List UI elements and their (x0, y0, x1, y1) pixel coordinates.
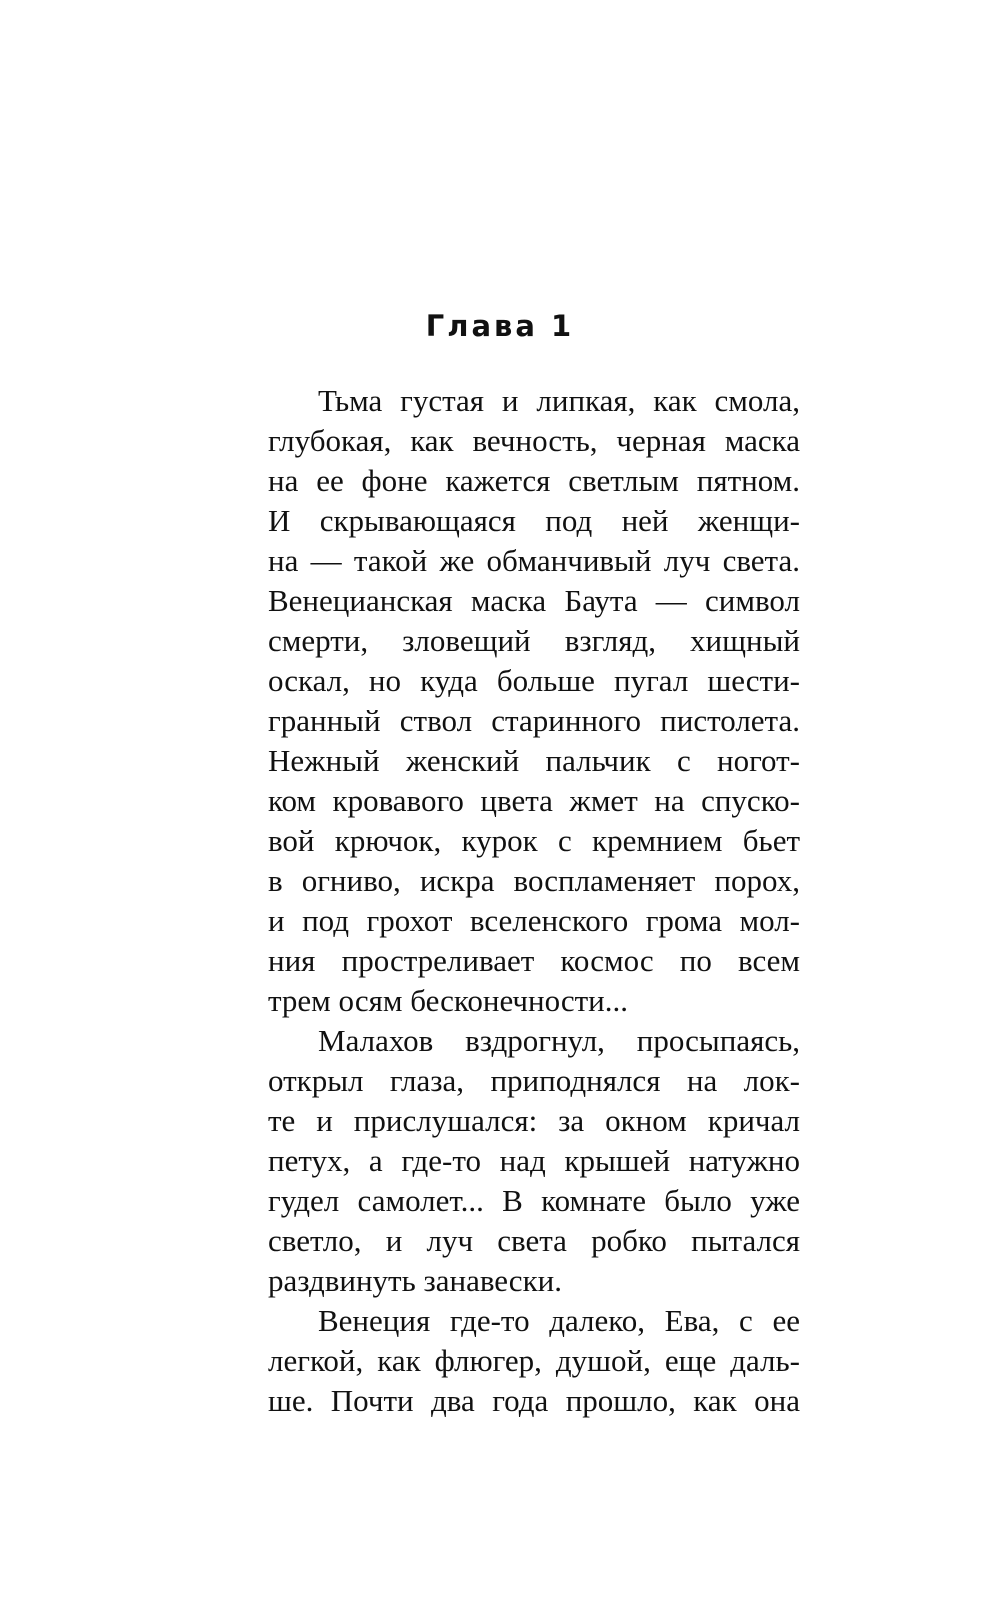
text-line: глубокая, как вечность, черная маска (268, 423, 800, 458)
paragraph-2 (268, 1021, 800, 1301)
text-line: ния простреливает космос по всем (268, 943, 800, 978)
text-line: И скрывающаяся под ней женщи- (268, 503, 800, 538)
text-line: на ее фоне кажется светлым пятном. (268, 463, 800, 498)
text-line: ком кровавого цвета жмет на спуско- (268, 783, 800, 818)
text-line: те и прислушался: за окном кричал (268, 1103, 800, 1138)
text-line: на — такой же обманчивый луч света. (268, 543, 800, 578)
text-line: Малахов вздрогнул, просыпаясь, (318, 1023, 800, 1058)
text-line: раздвинуть занавески. (268, 1263, 562, 1298)
text-line: гудел самолет... В комнате было уже (268, 1183, 800, 1218)
text-line: Венеция где-то далеко, Ева, с ее (318, 1303, 800, 1338)
text-line: легкой, как флюгер, душой, еще даль- (268, 1343, 800, 1378)
text-line: Тьма густая и липкая, как смола, (318, 383, 800, 418)
text-line: Нежный женский пальчик с ногот- (268, 743, 800, 778)
chapter-title: Глава 1 (425, 309, 575, 343)
text-line: ше. Почти два года прошло, как она (268, 1383, 800, 1418)
body-text (268, 381, 800, 1421)
text-line: светло, и луч света робко пытался (268, 1223, 800, 1258)
text-line: гранный ствол старинного пистолета. (268, 703, 800, 738)
paragraph-1 (268, 381, 800, 1021)
text-line: смерти, зловещий взгляд, хищный (268, 623, 800, 658)
text-line: оскал, но куда больше пугал шести- (268, 663, 800, 698)
text-line: открыл глаза, приподнялся на лок- (268, 1063, 800, 1098)
text-line: Венецианская маска Баута — символ (268, 583, 800, 618)
text-line: петух, а где-то над крышей натужно (268, 1143, 800, 1178)
paragraph-3 (268, 1301, 800, 1421)
text-line: вой крючок, курок с кремнием бьет (268, 823, 800, 858)
text-line: в огниво, искра воспламеняет порох, (268, 863, 800, 898)
text-line: трем осям бесконечности... (268, 983, 629, 1018)
text-line: и под грохот вселенского грома мол- (268, 903, 800, 938)
